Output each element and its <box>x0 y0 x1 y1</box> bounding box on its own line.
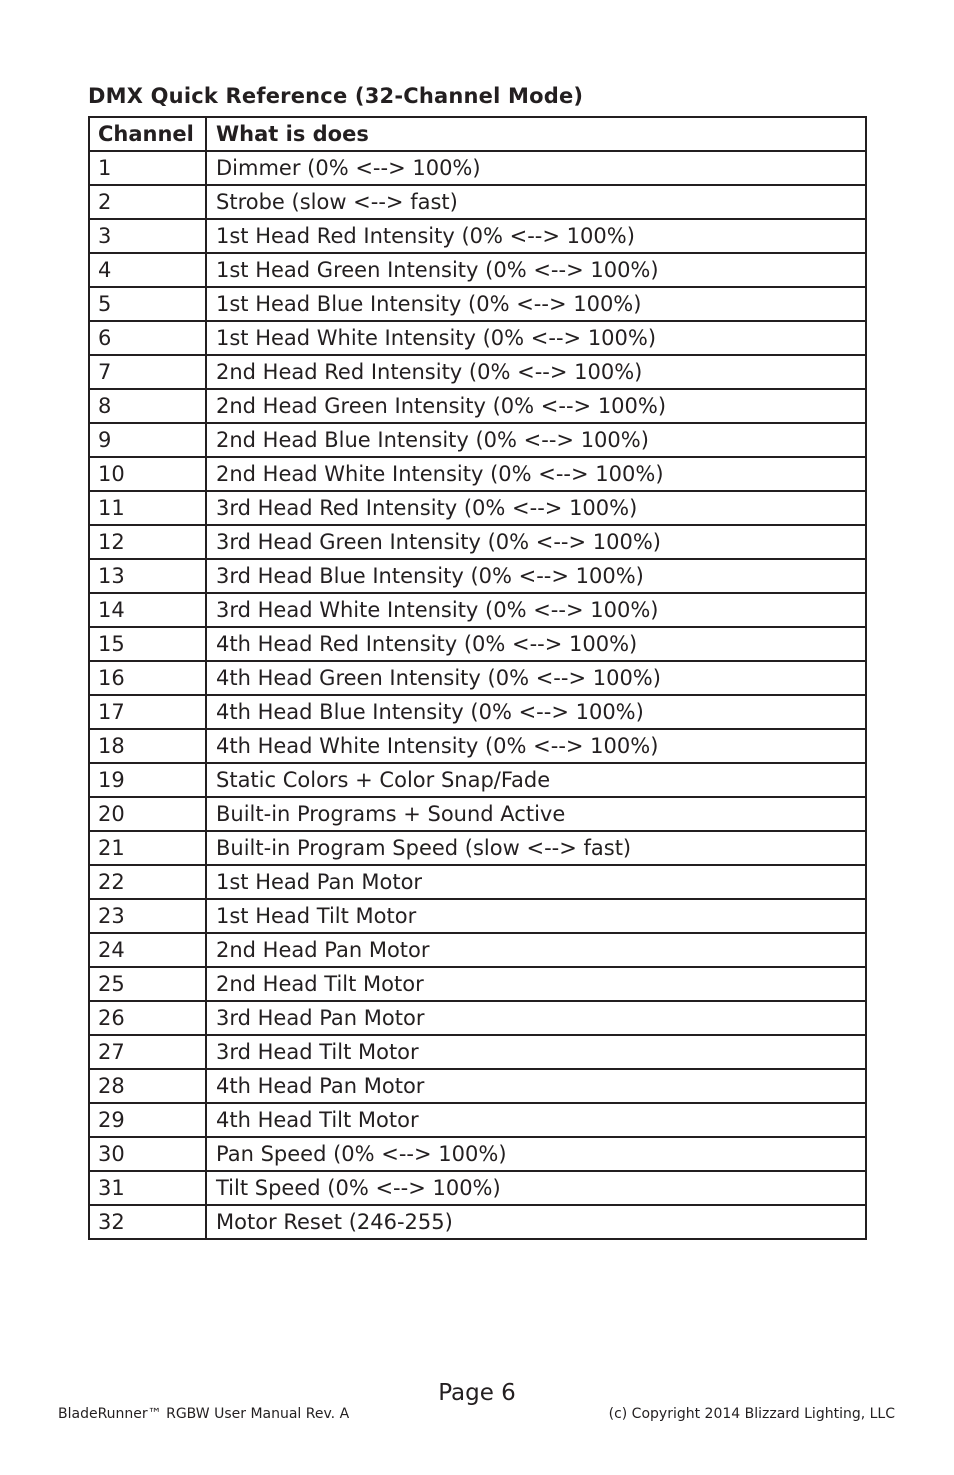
function-cell: 1st Head White Intensity (0% <--> 100%) <box>206 321 866 355</box>
channel-cell: 10 <box>89 457 206 491</box>
function-cell: 4th Head White Intensity (0% <--> 100%) <box>206 729 866 763</box>
channel-cell: 3 <box>89 219 206 253</box>
channel-cell: 18 <box>89 729 206 763</box>
table-row <box>89 831 866 865</box>
table-row <box>89 627 866 661</box>
table-row <box>89 797 866 831</box>
table-row <box>89 1069 866 1103</box>
function-cell: 2nd Head Tilt Motor <box>206 967 866 1001</box>
function-cell: 4th Head Pan Motor <box>206 1069 866 1103</box>
table-row <box>89 933 866 967</box>
table-body <box>89 151 866 1239</box>
function-cell: 3rd Head White Intensity (0% <--> 100%) <box>206 593 866 627</box>
function-cell: 2nd Head Red Intensity (0% <--> 100%) <box>206 355 866 389</box>
channel-cell: 11 <box>89 491 206 525</box>
function-cell: 4th Head Tilt Motor <box>206 1103 866 1137</box>
table-row <box>89 1001 866 1035</box>
function-cell: Dimmer (0% <--> 100%) <box>206 151 866 185</box>
table-row <box>89 865 866 899</box>
table-row <box>89 151 866 185</box>
channel-cell: 9 <box>89 423 206 457</box>
footer-copyright: (c) Copyright 2014 Blizzard Lighting, LLC <box>608 1406 895 1422</box>
function-cell: 4th Head Blue Intensity (0% <--> 100%) <box>206 695 866 729</box>
function-cell: Motor Reset (246-255) <box>206 1205 866 1239</box>
channel-cell: 20 <box>89 797 206 831</box>
channel-cell: 32 <box>89 1205 206 1239</box>
channel-cell: 15 <box>89 627 206 661</box>
channel-cell: 29 <box>89 1103 206 1137</box>
function-cell: Pan Speed (0% <--> 100%) <box>206 1137 866 1171</box>
function-cell: 3rd Head Green Intensity (0% <--> 100%) <box>206 525 866 559</box>
channel-cell: 16 <box>89 661 206 695</box>
function-cell: 1st Head Pan Motor <box>206 865 866 899</box>
function-cell: 4th Head Green Intensity (0% <--> 100%) <box>206 661 866 695</box>
channel-cell: 30 <box>89 1137 206 1171</box>
table-row <box>89 321 866 355</box>
function-cell: 1st Head Tilt Motor <box>206 899 866 933</box>
table-row <box>89 661 866 695</box>
dmx-reference-table <box>88 116 867 1240</box>
table-row <box>89 1035 866 1069</box>
footer-manual-title: BladeRunner™ RGBW User Manual Rev. A <box>58 1406 350 1422</box>
table-row <box>89 423 866 457</box>
channel-cell: 26 <box>89 1001 206 1035</box>
channel-cell: 22 <box>89 865 206 899</box>
table-row <box>89 899 866 933</box>
column-header-channel: Channel <box>89 117 206 151</box>
column-header-function: What is does <box>206 117 866 151</box>
function-cell: Static Colors + Color Snap/Fade <box>206 763 866 797</box>
channel-cell: 19 <box>89 763 206 797</box>
channel-cell: 13 <box>89 559 206 593</box>
function-cell: 2nd Head Blue Intensity (0% <--> 100%) <box>206 423 866 457</box>
table-row <box>89 1171 866 1205</box>
channel-cell: 2 <box>89 185 206 219</box>
table-row <box>89 185 866 219</box>
channel-cell: 24 <box>89 933 206 967</box>
function-cell: 3rd Head Tilt Motor <box>206 1035 866 1069</box>
channel-cell: 8 <box>89 389 206 423</box>
channel-cell: 25 <box>89 967 206 1001</box>
table-row <box>89 491 866 525</box>
table-row <box>89 559 866 593</box>
table-row <box>89 763 866 797</box>
function-cell: Tilt Speed (0% <--> 100%) <box>206 1171 866 1205</box>
table-row <box>89 287 866 321</box>
table-row <box>89 1205 866 1239</box>
channel-cell: 5 <box>89 287 206 321</box>
table-row <box>89 219 866 253</box>
channel-cell: 17 <box>89 695 206 729</box>
function-cell: 4th Head Red Intensity (0% <--> 100%) <box>206 627 866 661</box>
table-row <box>89 695 866 729</box>
channel-cell: 1 <box>89 151 206 185</box>
channel-cell: 31 <box>89 1171 206 1205</box>
table-row <box>89 1103 866 1137</box>
table-row <box>89 355 866 389</box>
function-cell: 1st Head Green Intensity (0% <--> 100%) <box>206 253 866 287</box>
channel-cell: 27 <box>89 1035 206 1069</box>
channel-cell: 6 <box>89 321 206 355</box>
channel-cell: 12 <box>89 525 206 559</box>
table-row <box>89 457 866 491</box>
table-row <box>89 525 866 559</box>
table-row <box>89 253 866 287</box>
table-header-row <box>89 117 866 151</box>
table-row <box>89 967 866 1001</box>
function-cell: Strobe (slow <--> fast) <box>206 185 866 219</box>
channel-cell: 28 <box>89 1069 206 1103</box>
channel-cell: 23 <box>89 899 206 933</box>
function-cell: 3rd Head Blue Intensity (0% <--> 100%) <box>206 559 866 593</box>
function-cell: 1st Head Red Intensity (0% <--> 100%) <box>206 219 866 253</box>
table-row <box>89 729 866 763</box>
table-row <box>89 1137 866 1171</box>
channel-cell: 7 <box>89 355 206 389</box>
function-cell: Built-in Program Speed (slow <--> fast) <box>206 831 866 865</box>
function-cell: Built-in Programs + Sound Active <box>206 797 866 831</box>
page-title: DMX Quick Reference (32-Channel Mode) <box>88 84 584 108</box>
function-cell: 1st Head Blue Intensity (0% <--> 100%) <box>206 287 866 321</box>
table-row <box>89 593 866 627</box>
function-cell: 3rd Head Pan Motor <box>206 1001 866 1035</box>
function-cell: 2nd Head White Intensity (0% <--> 100%) <box>206 457 866 491</box>
function-cell: 2nd Head Pan Motor <box>206 933 866 967</box>
function-cell: 2nd Head Green Intensity (0% <--> 100%) <box>206 389 866 423</box>
function-cell: 3rd Head Red Intensity (0% <--> 100%) <box>206 491 866 525</box>
channel-cell: 4 <box>89 253 206 287</box>
table-row <box>89 389 866 423</box>
channel-cell: 21 <box>89 831 206 865</box>
channel-cell: 14 <box>89 593 206 627</box>
page-number: Page 6 <box>438 1380 516 1406</box>
